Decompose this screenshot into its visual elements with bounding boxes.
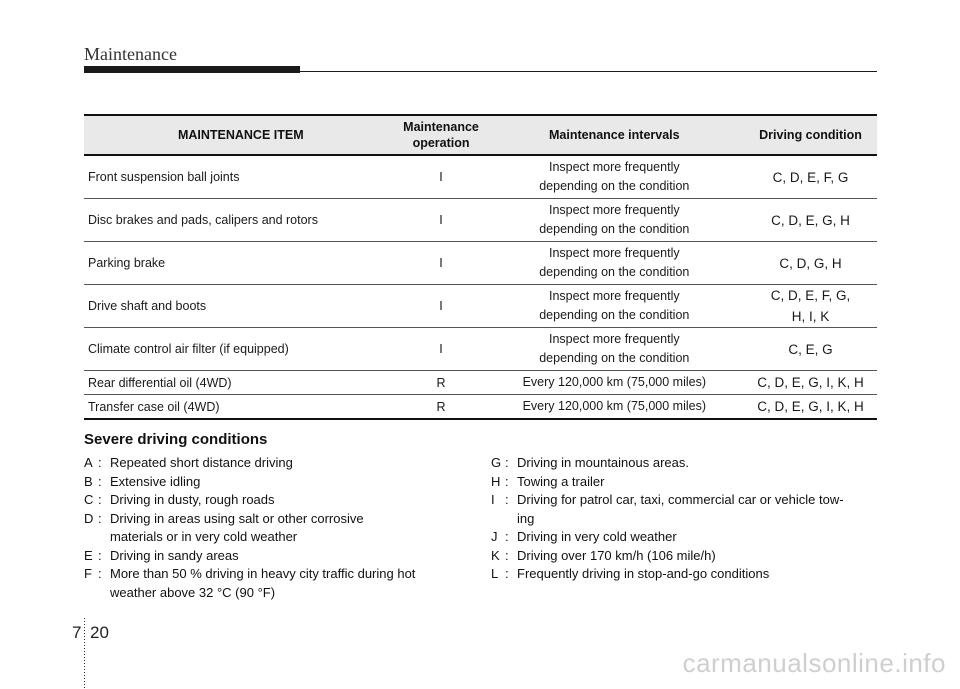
list-item: J : Driving in very cold weather bbox=[491, 528, 877, 547]
cell-interval bbox=[485, 199, 745, 242]
cell-item: Drive shaft and boots bbox=[84, 285, 398, 328]
condition-text-cont: weather above 32 °C (90 °F) bbox=[110, 584, 276, 600]
list-item: B : Extensive idling bbox=[84, 473, 464, 492]
table-row bbox=[84, 285, 877, 328]
condition-text: Driving in sandy areas bbox=[110, 547, 239, 563]
cell-item: Climate control air filter (if equipped) bbox=[84, 328, 398, 371]
cell-operation: I bbox=[398, 285, 485, 328]
interval-line2: depending on the condition bbox=[539, 265, 690, 279]
condition-line1: C, D, G, H bbox=[779, 255, 842, 271]
condition-key: G bbox=[491, 455, 502, 470]
condition-key: I bbox=[491, 492, 495, 507]
condition-key: J bbox=[491, 529, 498, 544]
cell-condition bbox=[744, 395, 877, 420]
cell-interval bbox=[485, 242, 745, 285]
cell-condition bbox=[744, 242, 877, 285]
interval-line1: Inspect more frequently bbox=[548, 289, 680, 303]
cell-condition bbox=[744, 328, 877, 371]
condition-key: D bbox=[84, 510, 94, 526]
condition-key: F bbox=[84, 566, 92, 581]
condition-key: H bbox=[491, 473, 501, 489]
condition-key: K bbox=[491, 547, 500, 563]
condition-text: Driving in mountainous areas. bbox=[517, 455, 689, 470]
table-header-row bbox=[84, 115, 877, 155]
table-row bbox=[84, 199, 877, 242]
cell-interval bbox=[485, 285, 745, 328]
list-item: E : Driving in sandy areas bbox=[84, 547, 464, 566]
cell-condition bbox=[744, 155, 877, 199]
list-item: I : Driving for patrol car, taxi, commercial car or vehicle tow- ing bbox=[491, 491, 877, 528]
interval-line2: depending on the condition bbox=[539, 222, 690, 236]
interval-line1: Every 120,000 km (75,000 miles) bbox=[522, 375, 706, 389]
cell-interval bbox=[485, 155, 745, 199]
condition-text: Repeated short distance driving bbox=[110, 455, 293, 470]
interval-line2: depending on the condition bbox=[539, 179, 690, 193]
cell-condition bbox=[744, 371, 877, 395]
cell-condition bbox=[744, 285, 877, 328]
condition-text: Driving over 170 km/h (106 mile/h) bbox=[517, 547, 716, 563]
page-number: 20 bbox=[90, 623, 109, 642]
list-item: H : Towing a trailer bbox=[491, 473, 877, 492]
condition-line1: C, D, E, G, I, K, H bbox=[757, 375, 864, 390]
col-header-operation-line1: Maintenance bbox=[403, 120, 479, 134]
cell-operation: I bbox=[398, 155, 485, 199]
interval-line1: Every 120,000 km (75,000 miles) bbox=[522, 399, 706, 413]
condition-line1: C, E, G bbox=[788, 341, 833, 357]
col-header-item: MAINTENANCE ITEM bbox=[84, 115, 398, 155]
list-item: G : Driving in mountainous areas. bbox=[491, 454, 877, 473]
cell-item: Transfer case oil (4WD) bbox=[84, 395, 398, 420]
list-item: L : Frequently driving in stop-and-go conditions bbox=[491, 565, 877, 584]
interval-line1: Inspect more frequently bbox=[548, 160, 680, 174]
condition-text: Driving for patrol car, taxi, commercial car or vehicle tow- bbox=[517, 492, 844, 507]
cell-item: Front suspension ball joints bbox=[84, 155, 398, 199]
table-row bbox=[84, 371, 877, 395]
severe-conditions-right-list bbox=[491, 454, 877, 584]
cell-item: Disc brakes and pads, calipers and rotors bbox=[84, 199, 398, 242]
list-item: K : Driving over 170 km/h (106 mile/h) bbox=[491, 547, 877, 566]
interval-line2: depending on the condition bbox=[539, 308, 690, 322]
condition-text: Driving in very cold weather bbox=[517, 529, 677, 544]
condition-line1: C, D, E, F, G bbox=[772, 169, 849, 185]
cell-interval bbox=[485, 395, 745, 420]
condition-key: L bbox=[491, 566, 499, 581]
interval-line1: Inspect more frequently bbox=[548, 203, 680, 217]
interval-line1: Inspect more frequently bbox=[548, 246, 680, 260]
col-header-operation bbox=[398, 115, 485, 155]
header-bar bbox=[84, 66, 300, 73]
condition-key: B bbox=[84, 473, 93, 489]
condition-text: More than 50 % driving in heavy city traffic during hot bbox=[110, 566, 416, 581]
cell-item: Rear differential oil (4WD) bbox=[84, 371, 398, 395]
table-row bbox=[84, 155, 877, 199]
list-item: C : Driving in dusty, rough roads bbox=[84, 491, 464, 510]
chapter-number: 7 bbox=[72, 623, 82, 642]
condition-text: Frequently driving in stop-and-go conditions bbox=[517, 566, 770, 581]
severe-conditions-heading: Severe driving conditions bbox=[84, 431, 268, 448]
list-item: A : Repeated short distance driving bbox=[84, 454, 464, 473]
header-rule bbox=[300, 71, 877, 72]
cell-operation: I bbox=[398, 328, 485, 371]
condition-text: Driving in areas using salt or other corrosive bbox=[110, 510, 364, 526]
cell-item: Parking brake bbox=[84, 242, 398, 285]
cell-interval bbox=[485, 328, 745, 371]
condition-key: E bbox=[84, 547, 93, 563]
condition-line2: H, I, K bbox=[791, 309, 830, 324]
condition-text-cont: materials or in very cold weather bbox=[110, 529, 298, 544]
cell-condition bbox=[744, 199, 877, 242]
footer-divider bbox=[84, 618, 85, 689]
table-row bbox=[84, 328, 877, 371]
cell-operation: R bbox=[398, 371, 485, 395]
table-row bbox=[84, 242, 877, 285]
condition-line1: C, D, E, G, H bbox=[771, 212, 850, 228]
condition-text: Driving in dusty, rough roads bbox=[110, 492, 275, 507]
interval-line1: Inspect more frequently bbox=[548, 332, 680, 346]
list-item: F : More than 50 % driving in heavy city traffic during hot weather above 32 °C (90 °F) bbox=[84, 565, 464, 602]
interval-line2: depending on the condition bbox=[539, 351, 690, 365]
condition-key: A bbox=[84, 455, 93, 470]
severe-conditions-left-list bbox=[84, 454, 464, 602]
cell-operation: I bbox=[398, 242, 485, 285]
table-row bbox=[84, 395, 877, 420]
condition-line1: C, D, E, G, I, K, H bbox=[757, 399, 864, 414]
cell-interval bbox=[485, 371, 745, 395]
cell-operation: I bbox=[398, 199, 485, 242]
condition-text: Extensive idling bbox=[110, 473, 201, 489]
watermark: carmanualsonline.info bbox=[682, 648, 946, 678]
col-header-operation-line2: operation bbox=[412, 136, 470, 150]
list-item: D : Driving in areas using salt or other corrosive materials or in very cold weather bbox=[84, 510, 464, 547]
condition-text: Towing a trailer bbox=[517, 473, 605, 489]
condition-text-cont: ing bbox=[517, 510, 535, 526]
col-header-intervals: Maintenance intervals bbox=[485, 115, 745, 155]
col-header-condition: Driving condition bbox=[744, 115, 877, 155]
maintenance-table bbox=[84, 114, 877, 420]
condition-line1: C, D, E, F, G, bbox=[770, 288, 851, 303]
cell-operation: R bbox=[398, 395, 485, 420]
section-title: Maintenance bbox=[84, 44, 177, 64]
condition-key: C bbox=[84, 492, 94, 507]
